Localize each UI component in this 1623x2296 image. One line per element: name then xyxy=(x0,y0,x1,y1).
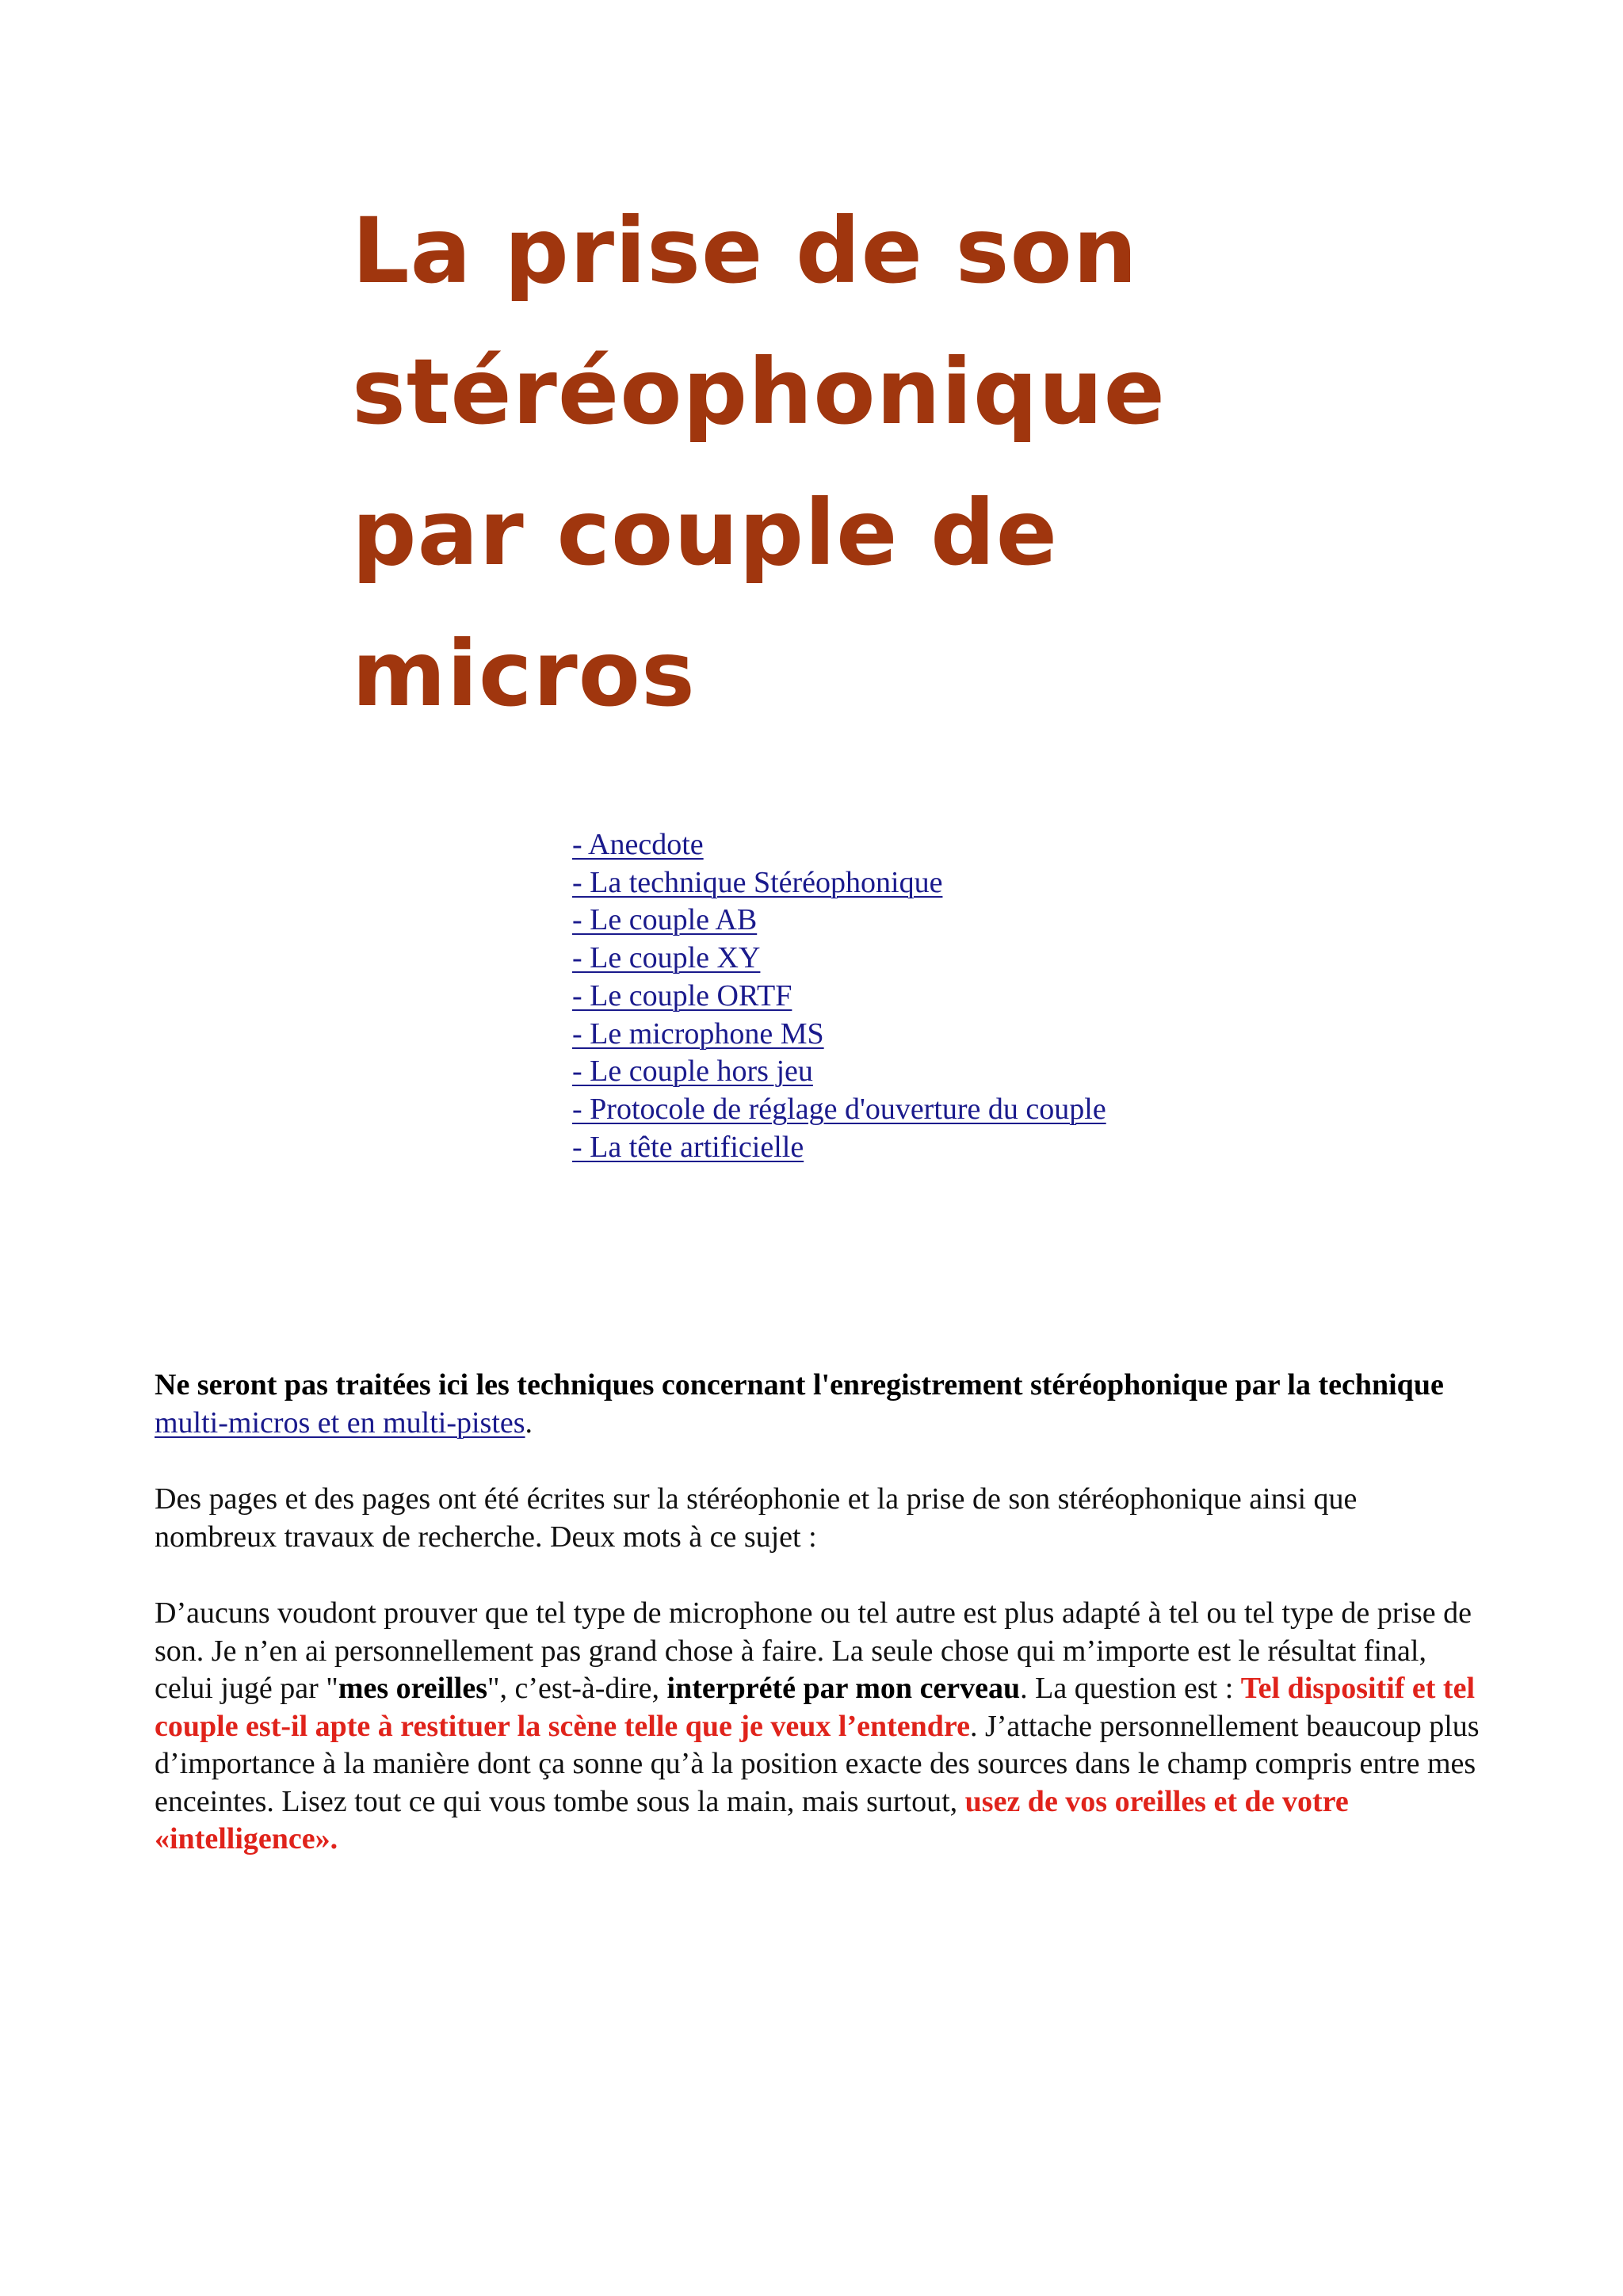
opinion-paragraph xyxy=(155,1595,1486,1859)
toc-link-tete-artificielle[interactable]: - La tête artificielle xyxy=(572,1130,804,1164)
multi-micros-link[interactable]: multi-micros et en multi-pistes xyxy=(155,1405,525,1440)
intro-paragraph xyxy=(155,1367,1486,1442)
title-line: La prise de son xyxy=(352,198,1138,303)
opinion-text: . La question est : xyxy=(1020,1672,1241,1705)
toc-link-technique-stereophonique[interactable]: - La technique Stéréophonique xyxy=(572,865,943,899)
toc-item xyxy=(572,902,1106,940)
toc-item xyxy=(572,1091,1106,1129)
intro-bold-text: Ne seront pas traitées ici les techniques concernant l'enregistrement stéréophonique par la technique xyxy=(155,1368,1444,1402)
intro-end-punctuation: . xyxy=(525,1405,533,1440)
context-paragraph: Des pages et des pages ont été écrites sur la stéréophonie et la prise de son stéréophonique ainsi que nombreux travaux de recherche. Deux mots à ce sujet : xyxy=(155,1482,1358,1554)
title-line: stéréophonique xyxy=(352,339,1166,444)
opinion-text: ", c’est-à-dire, xyxy=(487,1672,667,1705)
toc-link-couple-hors-jeu[interactable]: - Le couple hors jeu xyxy=(572,1055,813,1089)
toc-item xyxy=(572,1016,1106,1054)
title-line: par couple de xyxy=(352,480,1059,585)
table-of-contents xyxy=(572,826,1106,1166)
toc-link-couple-ab[interactable]: - Le couple AB xyxy=(572,903,758,937)
toc-item xyxy=(572,1053,1106,1091)
toc-link-couple-ortf[interactable]: - Le couple ORTF xyxy=(572,978,792,1013)
title-line: micros xyxy=(352,621,696,727)
toc-item xyxy=(572,978,1106,1016)
opinion-text: D’aucuns voudont prouver que tel type de microphone ou tel autre est plus adapté à tel ou tel type de prise de son. Je n’en ai personnellement pas grand chose à faire. La seule chose qui m’importe est le résultat final, celui jugé par " xyxy=(155,1596,1472,1705)
toc-item xyxy=(572,864,1106,902)
toc-link-protocole-reglage[interactable]: - Protocole de réglage d'ouverture du couple xyxy=(572,1092,1106,1126)
emphasis-interprete: interprété par mon cerveau xyxy=(666,1672,1021,1705)
opinion-text: . J’attache personnellement beaucoup plus d’importance à la manière dont ça sonne qu’à la position exacte des sources dans le champ compris entre mes enceintes. Lisez tout ce qui vous tombe sous la main, mais surtout, xyxy=(155,1709,1480,1818)
page-title xyxy=(352,181,1303,745)
toc-item xyxy=(572,1129,1106,1167)
highlight-question: Tel dispositif et tel couple est-il apte à restituer la scène telle que je veux l’entendre xyxy=(155,1672,1476,1743)
toc-link-couple-xy[interactable]: - Le couple XY xyxy=(572,941,761,975)
highlight-conclusion: usez de vos oreilles et de votre «intelligence». xyxy=(155,1784,1349,1855)
toc-item xyxy=(572,940,1106,978)
toc-item xyxy=(572,826,1106,864)
toc-link-anecdote[interactable]: - Anecdote xyxy=(572,828,704,861)
toc-link-microphone-ms[interactable]: - Le microphone MS xyxy=(572,1016,824,1051)
emphasis-mes-oreilles: mes oreilles xyxy=(338,1672,487,1705)
